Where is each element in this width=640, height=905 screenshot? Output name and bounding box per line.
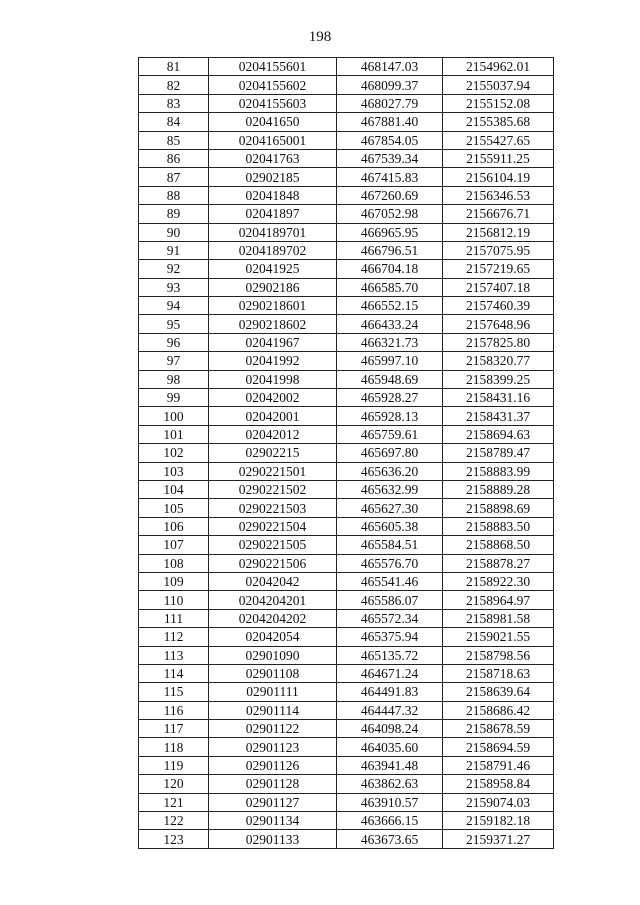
point-code-cell: 02041992 <box>209 352 337 370</box>
y-coordinate-cell: 2156812.19 <box>443 223 554 241</box>
y-coordinate-cell: 2159021.55 <box>443 628 554 646</box>
x-coordinate-cell: 463673.65 <box>337 830 443 848</box>
y-coordinate-cell: 2158922.30 <box>443 572 554 590</box>
x-coordinate-cell: 466585.70 <box>337 278 443 296</box>
point-code-cell: 02041763 <box>209 149 337 167</box>
row-number-cell: 81 <box>139 58 209 76</box>
table-row <box>139 297 554 315</box>
point-code-cell: 02901111 <box>209 683 337 701</box>
point-code-cell: 0290221501 <box>209 462 337 480</box>
x-coordinate-cell: 465697.80 <box>337 444 443 462</box>
x-coordinate-cell: 463666.15 <box>337 812 443 830</box>
point-code-cell: 02901133 <box>209 830 337 848</box>
row-number-cell: 114 <box>139 664 209 682</box>
table-row <box>139 407 554 425</box>
y-coordinate-cell: 2157460.39 <box>443 297 554 315</box>
table-row <box>139 738 554 756</box>
table-row <box>139 683 554 701</box>
y-coordinate-cell: 2154962.01 <box>443 58 554 76</box>
x-coordinate-cell: 465627.30 <box>337 499 443 517</box>
point-code-cell: 02041897 <box>209 205 337 223</box>
table-body <box>139 58 554 849</box>
point-code-cell: 02902186 <box>209 278 337 296</box>
y-coordinate-cell: 2158686.42 <box>443 701 554 719</box>
point-code-cell: 0204204202 <box>209 609 337 627</box>
point-code-cell: 0204189702 <box>209 241 337 259</box>
table-row <box>139 94 554 112</box>
row-number-cell: 110 <box>139 591 209 609</box>
x-coordinate-cell: 465632.99 <box>337 480 443 498</box>
table-row <box>139 241 554 259</box>
y-coordinate-cell: 2158718.63 <box>443 664 554 682</box>
point-code-cell: 02041650 <box>209 113 337 131</box>
row-number-cell: 118 <box>139 738 209 756</box>
y-coordinate-cell: 2158791.46 <box>443 756 554 774</box>
point-code-cell: 02901126 <box>209 756 337 774</box>
y-coordinate-cell: 2158883.99 <box>443 462 554 480</box>
row-number-cell: 103 <box>139 462 209 480</box>
row-number-cell: 84 <box>139 113 209 131</box>
point-code-cell: 0290221505 <box>209 536 337 554</box>
x-coordinate-cell: 467260.69 <box>337 186 443 204</box>
point-code-cell: 02901108 <box>209 664 337 682</box>
x-coordinate-cell: 468099.37 <box>337 76 443 94</box>
table-row <box>139 609 554 627</box>
row-number-cell: 109 <box>139 572 209 590</box>
row-number-cell: 88 <box>139 186 209 204</box>
table-row <box>139 536 554 554</box>
y-coordinate-cell: 2159074.03 <box>443 793 554 811</box>
table-row <box>139 591 554 609</box>
row-number-cell: 93 <box>139 278 209 296</box>
x-coordinate-cell: 466796.51 <box>337 241 443 259</box>
x-coordinate-cell: 466965.95 <box>337 223 443 241</box>
x-coordinate-cell: 466552.15 <box>337 297 443 315</box>
row-number-cell: 87 <box>139 168 209 186</box>
x-coordinate-cell: 464671.24 <box>337 664 443 682</box>
point-code-cell: 02041925 <box>209 260 337 278</box>
y-coordinate-cell: 2158898.69 <box>443 499 554 517</box>
y-coordinate-cell: 2157407.18 <box>443 278 554 296</box>
row-number-cell: 90 <box>139 223 209 241</box>
row-number-cell: 113 <box>139 646 209 664</box>
y-coordinate-cell: 2158789.47 <box>443 444 554 462</box>
y-coordinate-cell: 2158883.50 <box>443 517 554 535</box>
x-coordinate-cell: 467854.05 <box>337 131 443 149</box>
x-coordinate-cell: 467539.34 <box>337 149 443 167</box>
y-coordinate-cell: 2156676.71 <box>443 205 554 223</box>
y-coordinate-cell: 2155385.68 <box>443 113 554 131</box>
y-coordinate-cell: 2158798.56 <box>443 646 554 664</box>
row-number-cell: 99 <box>139 389 209 407</box>
table-row <box>139 720 554 738</box>
table-row <box>139 517 554 535</box>
x-coordinate-cell: 465584.51 <box>337 536 443 554</box>
row-number-cell: 96 <box>139 333 209 351</box>
table-row <box>139 389 554 407</box>
y-coordinate-cell: 2158694.63 <box>443 425 554 443</box>
y-coordinate-cell: 2158694.59 <box>443 738 554 756</box>
table-row <box>139 444 554 462</box>
table-row <box>139 260 554 278</box>
x-coordinate-cell: 466321.73 <box>337 333 443 351</box>
row-number-cell: 121 <box>139 793 209 811</box>
point-code-cell: 02901127 <box>209 793 337 811</box>
x-coordinate-cell: 465572.34 <box>337 609 443 627</box>
row-number-cell: 98 <box>139 370 209 388</box>
coordinates-table <box>138 57 554 849</box>
point-code-cell: 02901123 <box>209 738 337 756</box>
x-coordinate-cell: 466433.24 <box>337 315 443 333</box>
point-code-cell: 02901090 <box>209 646 337 664</box>
y-coordinate-cell: 2158431.16 <box>443 389 554 407</box>
point-code-cell: 02901134 <box>209 812 337 830</box>
x-coordinate-cell: 465948.69 <box>337 370 443 388</box>
table-row <box>139 480 554 498</box>
x-coordinate-cell: 464098.24 <box>337 720 443 738</box>
row-number-cell: 122 <box>139 812 209 830</box>
table-row <box>139 701 554 719</box>
row-number-cell: 119 <box>139 756 209 774</box>
row-number-cell: 115 <box>139 683 209 701</box>
x-coordinate-cell: 466704.18 <box>337 260 443 278</box>
table-row <box>139 756 554 774</box>
table-row <box>139 149 554 167</box>
x-coordinate-cell: 465636.20 <box>337 462 443 480</box>
x-coordinate-cell: 465375.94 <box>337 628 443 646</box>
x-coordinate-cell: 463862.63 <box>337 775 443 793</box>
table-row <box>139 333 554 351</box>
x-coordinate-cell: 465605.38 <box>337 517 443 535</box>
table-row <box>139 425 554 443</box>
y-coordinate-cell: 2156346.53 <box>443 186 554 204</box>
table-row <box>139 168 554 186</box>
point-code-cell: 0204204201 <box>209 591 337 609</box>
row-number-cell: 101 <box>139 425 209 443</box>
x-coordinate-cell: 464491.83 <box>337 683 443 701</box>
x-coordinate-cell: 468027.79 <box>337 94 443 112</box>
x-coordinate-cell: 463941.48 <box>337 756 443 774</box>
x-coordinate-cell: 465928.27 <box>337 389 443 407</box>
table-row <box>139 628 554 646</box>
point-code-cell: 0290221503 <box>209 499 337 517</box>
y-coordinate-cell: 2155152.08 <box>443 94 554 112</box>
x-coordinate-cell: 465586.07 <box>337 591 443 609</box>
x-coordinate-cell: 467052.98 <box>337 205 443 223</box>
point-code-cell: 02041998 <box>209 370 337 388</box>
row-number-cell: 105 <box>139 499 209 517</box>
x-coordinate-cell: 464447.32 <box>337 701 443 719</box>
x-coordinate-cell: 464035.60 <box>337 738 443 756</box>
row-number-cell: 85 <box>139 131 209 149</box>
y-coordinate-cell: 2158868.50 <box>443 536 554 554</box>
row-number-cell: 106 <box>139 517 209 535</box>
point-code-cell: 02901114 <box>209 701 337 719</box>
y-coordinate-cell: 2157075.95 <box>443 241 554 259</box>
row-number-cell: 123 <box>139 830 209 848</box>
x-coordinate-cell: 465928.13 <box>337 407 443 425</box>
y-coordinate-cell: 2158889.28 <box>443 480 554 498</box>
row-number-cell: 100 <box>139 407 209 425</box>
point-code-cell: 02902185 <box>209 168 337 186</box>
table-row <box>139 793 554 811</box>
y-coordinate-cell: 2158320.77 <box>443 352 554 370</box>
point-code-cell: 02041967 <box>209 333 337 351</box>
x-coordinate-cell: 467881.40 <box>337 113 443 131</box>
y-coordinate-cell: 2157825.80 <box>443 333 554 351</box>
row-number-cell: 97 <box>139 352 209 370</box>
table-row <box>139 315 554 333</box>
y-coordinate-cell: 2159182.18 <box>443 812 554 830</box>
table-row <box>139 58 554 76</box>
point-code-cell: 0204165001 <box>209 131 337 149</box>
point-code-cell: 02042012 <box>209 425 337 443</box>
y-coordinate-cell: 2155427.65 <box>443 131 554 149</box>
row-number-cell: 91 <box>139 241 209 259</box>
table-row <box>139 76 554 94</box>
table-row <box>139 572 554 590</box>
point-code-cell: 0204155601 <box>209 58 337 76</box>
row-number-cell: 102 <box>139 444 209 462</box>
row-number-cell: 116 <box>139 701 209 719</box>
y-coordinate-cell: 2158678.59 <box>443 720 554 738</box>
row-number-cell: 94 <box>139 297 209 315</box>
point-code-cell: 0204155602 <box>209 76 337 94</box>
y-coordinate-cell: 2158958.84 <box>443 775 554 793</box>
row-number-cell: 112 <box>139 628 209 646</box>
row-number-cell: 89 <box>139 205 209 223</box>
table-row <box>139 499 554 517</box>
y-coordinate-cell: 2158964.97 <box>443 591 554 609</box>
row-number-cell: 117 <box>139 720 209 738</box>
x-coordinate-cell: 467415.83 <box>337 168 443 186</box>
table-row <box>139 830 554 848</box>
point-code-cell: 0204189701 <box>209 223 337 241</box>
point-code-cell: 0290221504 <box>209 517 337 535</box>
point-code-cell: 02041848 <box>209 186 337 204</box>
table-row <box>139 370 554 388</box>
x-coordinate-cell: 465576.70 <box>337 554 443 572</box>
row-number-cell: 107 <box>139 536 209 554</box>
row-number-cell: 92 <box>139 260 209 278</box>
row-number-cell: 82 <box>139 76 209 94</box>
row-number-cell: 104 <box>139 480 209 498</box>
table-row <box>139 462 554 480</box>
point-code-cell: 02901122 <box>209 720 337 738</box>
row-number-cell: 86 <box>139 149 209 167</box>
point-code-cell: 0290218601 <box>209 297 337 315</box>
table-row <box>139 205 554 223</box>
x-coordinate-cell: 463910.57 <box>337 793 443 811</box>
point-code-cell: 02901128 <box>209 775 337 793</box>
table-row <box>139 352 554 370</box>
row-number-cell: 83 <box>139 94 209 112</box>
point-code-cell: 02042042 <box>209 572 337 590</box>
table-row <box>139 812 554 830</box>
point-code-cell: 0290221506 <box>209 554 337 572</box>
y-coordinate-cell: 2155911.25 <box>443 149 554 167</box>
page-number: 198 <box>308 29 332 45</box>
point-code-cell: 0204155603 <box>209 94 337 112</box>
point-code-cell: 0290221502 <box>209 480 337 498</box>
point-code-cell: 02902215 <box>209 444 337 462</box>
x-coordinate-cell: 465759.61 <box>337 425 443 443</box>
y-coordinate-cell: 2158639.64 <box>443 683 554 701</box>
y-coordinate-cell: 2158431.37 <box>443 407 554 425</box>
y-coordinate-cell: 2158399.25 <box>443 370 554 388</box>
table-row <box>139 113 554 131</box>
x-coordinate-cell: 465997.10 <box>337 352 443 370</box>
row-number-cell: 108 <box>139 554 209 572</box>
y-coordinate-cell: 2158981.58 <box>443 609 554 627</box>
table-row <box>139 646 554 664</box>
table-row <box>139 131 554 149</box>
y-coordinate-cell: 2157219.65 <box>443 260 554 278</box>
point-code-cell: 0290218602 <box>209 315 337 333</box>
x-coordinate-cell: 465135.72 <box>337 646 443 664</box>
point-code-cell: 02042054 <box>209 628 337 646</box>
table-row <box>139 186 554 204</box>
table-row <box>139 278 554 296</box>
x-coordinate-cell: 468147.03 <box>337 58 443 76</box>
y-coordinate-cell: 2159371.27 <box>443 830 554 848</box>
y-coordinate-cell: 2157648.96 <box>443 315 554 333</box>
table-row <box>139 775 554 793</box>
row-number-cell: 111 <box>139 609 209 627</box>
table-row <box>139 554 554 572</box>
y-coordinate-cell: 2155037.94 <box>443 76 554 94</box>
y-coordinate-cell: 2156104.19 <box>443 168 554 186</box>
y-coordinate-cell: 2158878.27 <box>443 554 554 572</box>
table-row <box>139 664 554 682</box>
x-coordinate-cell: 465541.46 <box>337 572 443 590</box>
row-number-cell: 95 <box>139 315 209 333</box>
table-row <box>139 223 554 241</box>
point-code-cell: 02042002 <box>209 389 337 407</box>
point-code-cell: 02042001 <box>209 407 337 425</box>
row-number-cell: 120 <box>139 775 209 793</box>
